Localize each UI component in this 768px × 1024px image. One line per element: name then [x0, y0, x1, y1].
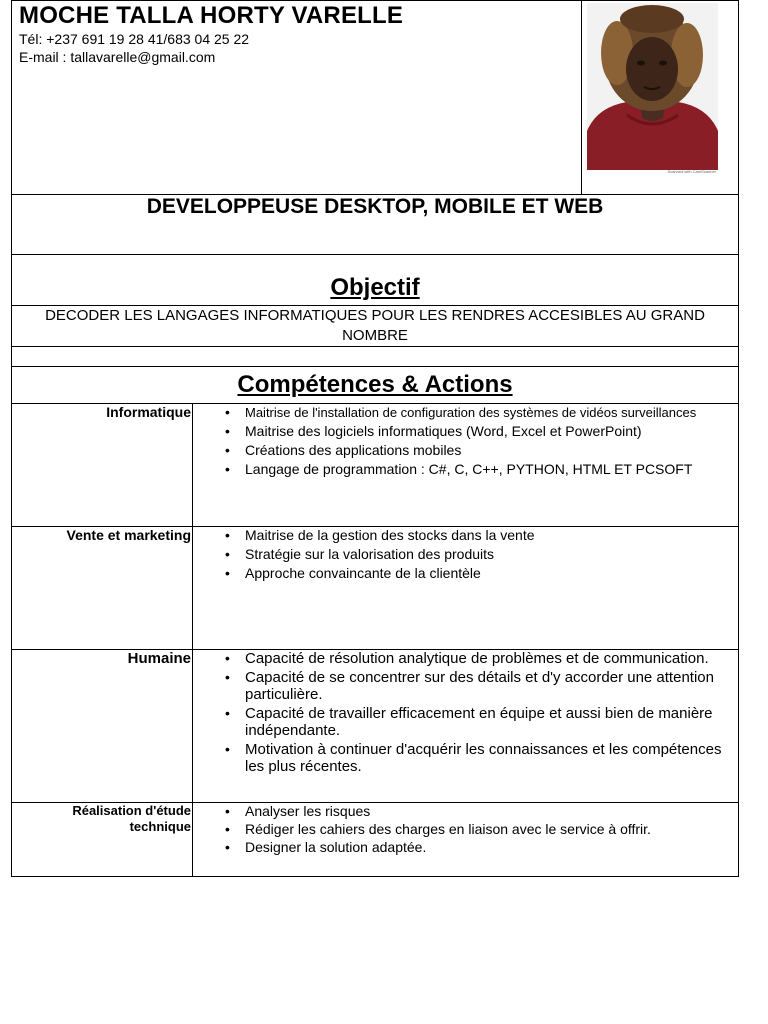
list-item: • Capacité de se concentrer sur des détails et d'y accorder une attention particulière. [225, 669, 738, 703]
category-realisation: Réalisation d'étude technique [12, 803, 193, 877]
objective-text: DECODER LES LANGAGES INFORMATIQUES POUR LES RENDRES ACCESIBLES AU GRAND NOMBRE [12, 306, 739, 347]
category-humaine: Humaine [12, 650, 193, 803]
spacer-row [12, 347, 739, 367]
vente-items [193, 527, 739, 650]
profile-photo [587, 3, 718, 170]
category-informatique: Informatique [12, 404, 193, 527]
list-item: • Analyser les risques [225, 803, 738, 820]
objective-heading: Objectif [12, 255, 739, 306]
list-item: • Stratégie sur la valorisation des produits [225, 546, 738, 562]
list-item: • Designer la solution adaptée. [225, 839, 738, 856]
header-cell [12, 1, 582, 195]
list-item: • Capacité de travailler efficacement en équipe et aussi bien de manière indépendante. [225, 705, 738, 739]
list-item: • Rédiger les cahiers des charges en liaison avec le service à offrir. [225, 821, 738, 838]
category-vente: Vente et marketing [12, 527, 193, 650]
job-title: DEVELOPPEUSE DESKTOP, MOBILE ET WEB [12, 195, 739, 255]
list-item: • Maitrise de la gestion des stocks dans la vente [225, 527, 738, 543]
list-item: • Capacité de résolution analytique de problèmes et de communication. [225, 650, 738, 667]
cv-table [11, 0, 739, 877]
skills-heading: Compétences & Actions [12, 367, 739, 404]
candidate-name: MOCHE TALLA HORTY VARELLE [19, 2, 404, 29]
list-item: • Maitrise de l'installation de configuration des systèmes de vidéos surveillances [225, 405, 738, 420]
phone-number: Tél: +237 691 19 28 41/683 04 25 22 [19, 31, 250, 47]
photo-cell [582, 1, 739, 195]
realisation-items [193, 803, 739, 877]
list-item: • Maitrise des logiciels informatiques (Word, Excel et PowerPoint) [225, 423, 738, 439]
list-item: • Approche convaincante de la clientèle [225, 565, 738, 581]
list-item: • Motivation à continuer d'acquérir les connaissances et les compétences les plus récentes. [225, 741, 738, 775]
portrait-illustration [587, 3, 718, 170]
list-item: • Créations des applications mobiles [225, 442, 738, 458]
list-item: • Langage de programmation : C#, C, C++, PYTHON, HTML ET PCSOFT [225, 461, 738, 477]
informatique-items [193, 404, 739, 527]
email-address: E-mail : tallavarelle@gmail.com [19, 49, 216, 65]
humaine-items [193, 650, 739, 803]
photo-caption: Scanned with CamScanner [667, 169, 717, 174]
